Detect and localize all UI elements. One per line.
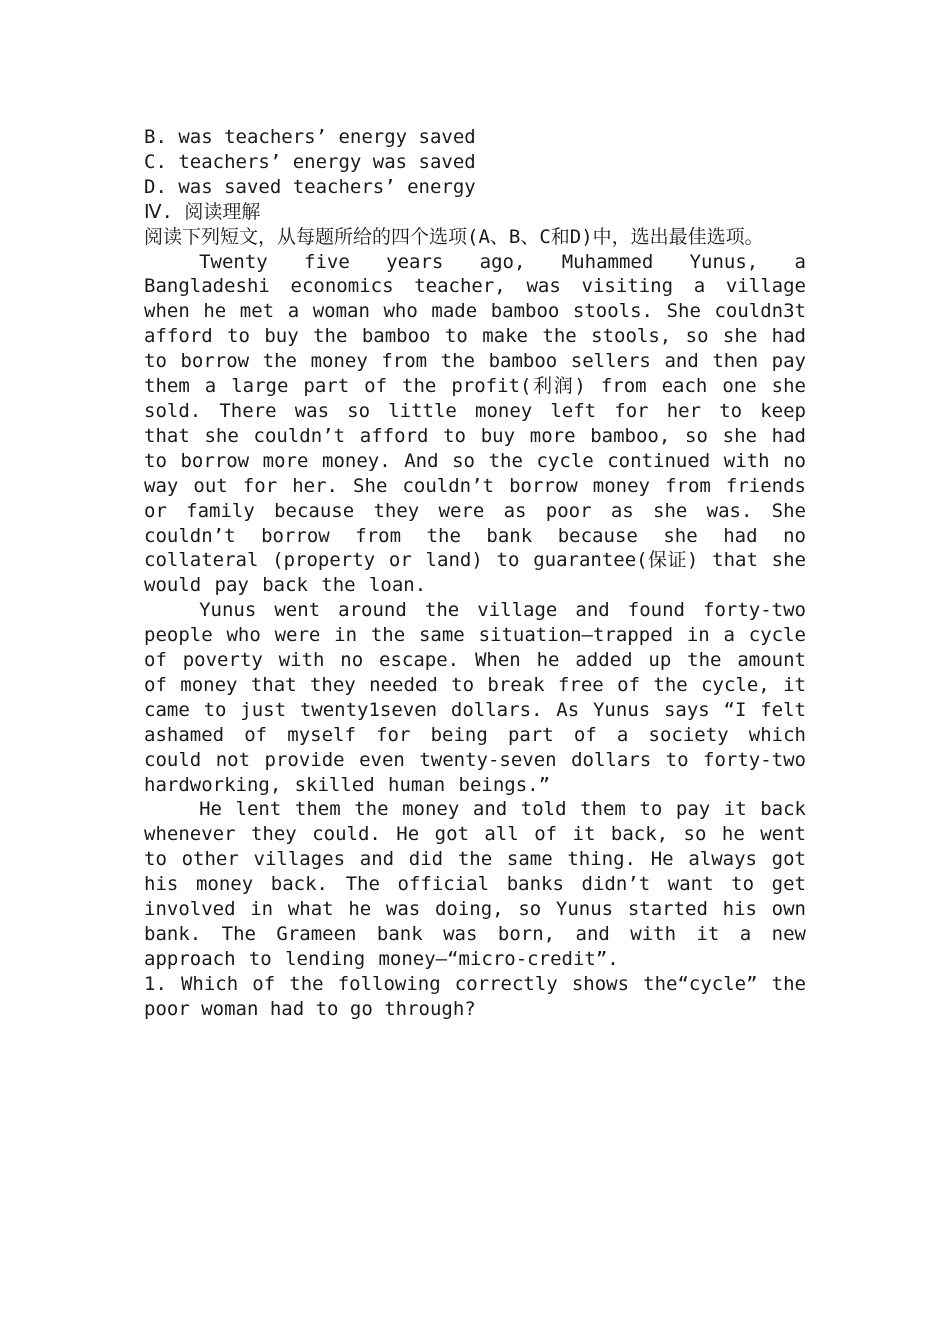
paragraph-2: Yunus went around the village and found forty-two people who were in the same situation—trapped in a cycle of poverty with no escape. When he added up the amount of money that they needed to break free of the cycle, it came to just twenty1seven dollars. As Yunus says “I felt ashamed of myself for being part of a society which could not provide even twenty-seven dollars to forty-two hardworking, skilled human beings.” xyxy=(144,599,806,796)
option-b: B. was teachers’ energy saved xyxy=(144,126,476,148)
paragraph-3: He lent them the money and told them to pay it back whenever they could. He got all of it back, so he went to other villages and did the same thing. He always got his money back. The official banks didn’t want to get involved in what he was doing, so Yunus started his own bank. The Grameen bank was born, and with it a new approach to lending money—“micro-credit”. xyxy=(144,798,806,970)
instructions: 阅读下列短文，从每题所给的四个选项(A、B、C和D)中，选出最佳选项。 xyxy=(144,225,764,248)
option-c: C. teachers’ energy was saved xyxy=(144,150,476,173)
document-page xyxy=(144,125,806,1022)
paragraph-1: Twenty five years ago, Muhammed Yunus, a Bangladeshi economics teacher, was visiting a village when he met a woman who made bamboo stools. She couldn3t afford to buy the bamboo to make the stools, so she had to borrow the money from the bamboo sellers and then pay them a large part of the profit(利润) from each one she sold. There was so little money left for her to keep that she couldn’t afford to buy more bamboo, so she had to borrow more money. And so the cycle continued with no way out for her. She couldn’t borrow money from friends or family because they were as poor as she was. She couldn’t borrow from the bank because she had no collateral (property or land) to guarantee(保证) that she would pay back the loan. xyxy=(144,250,806,597)
section-heading: Ⅳ. 阅读理解 xyxy=(144,200,261,223)
question-1: 1. Which of the following correctly shows the“cycle” the poor woman had to go through? xyxy=(144,972,806,1020)
option-d: D. was saved teachers’ energy xyxy=(144,175,476,198)
